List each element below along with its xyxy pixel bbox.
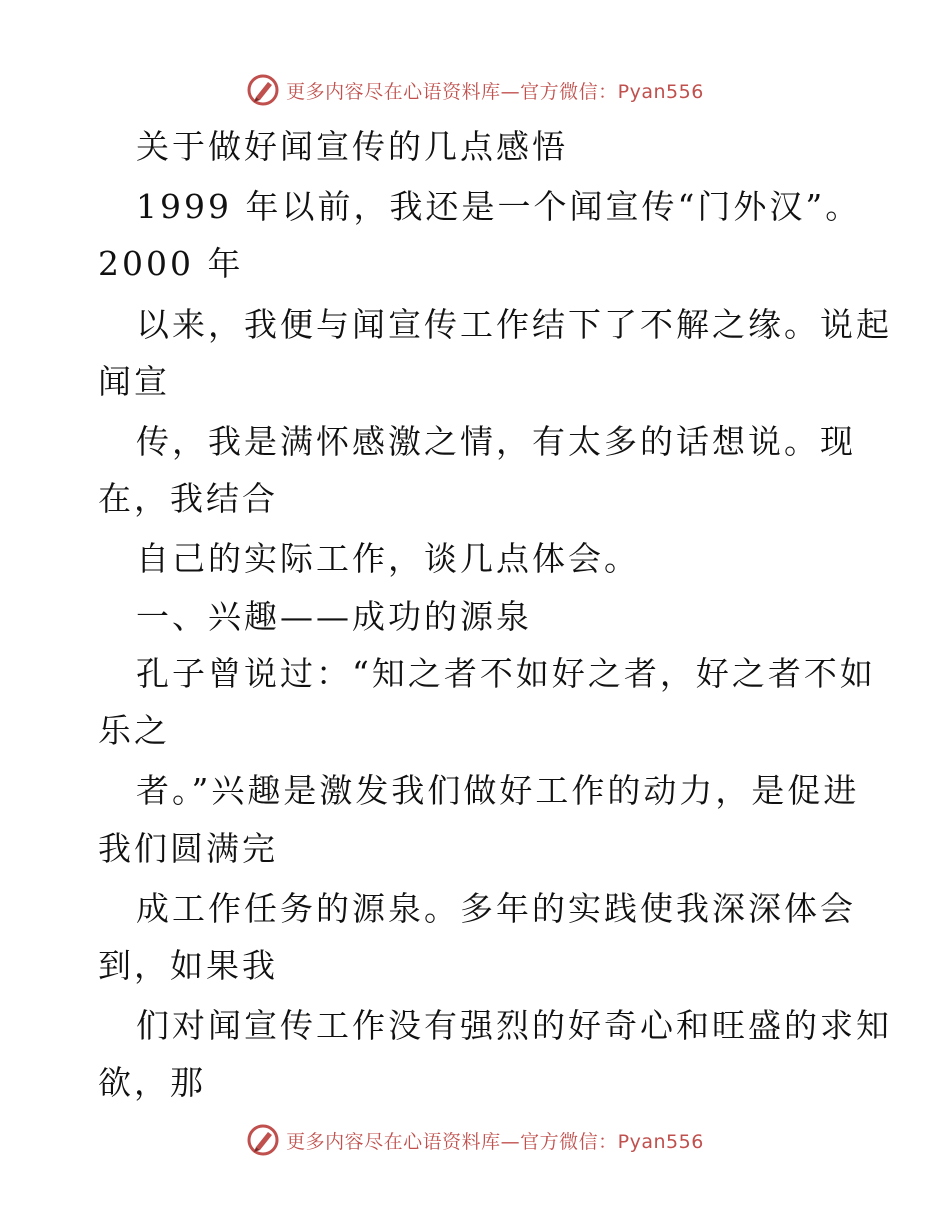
document-title: 关于做好闻宣传的几点感悟 xyxy=(136,127,568,166)
pen-logo-icon xyxy=(246,1123,280,1157)
pen-logo-icon xyxy=(246,73,280,107)
paragraph-line: 欲，那 xyxy=(98,1063,206,1102)
paragraph-line: 我们圆满完 xyxy=(98,829,278,868)
watermark-text: 更多内容尽在心语资料库—官方微信：Pyan556 xyxy=(286,80,704,103)
section-heading: 一、兴趣——成功的源泉 xyxy=(136,597,532,636)
paragraph-line: 以来，我便与闻宣传工作结下了不解之缘。说起 xyxy=(136,305,892,344)
paragraph-line: 自己的实际工作，谈几点体会。 xyxy=(136,539,640,578)
paragraph-line: 1999 年以前，我还是一个闻宣传“门外汉”。 xyxy=(136,187,862,226)
paragraph-line: 2000 年 xyxy=(98,244,244,283)
paragraph-line: 们对闻宣传工作没有强烈的好奇心和旺盛的求知 xyxy=(136,1006,892,1045)
footer-watermark xyxy=(0,1120,950,1160)
paragraph-line: 成工作任务的源泉。多年的实践使我深深体会 xyxy=(136,889,856,928)
paragraph-line: 孔子曾说过：“知之者不如好之者，好之者不如 xyxy=(136,654,876,693)
paragraph-line: 闻宣 xyxy=(98,362,170,401)
paragraph-line: 在，我结合 xyxy=(98,479,278,518)
paragraph-line: 乐之 xyxy=(98,711,170,750)
watermark-text: 更多内容尽在心语资料库—官方微信：Pyan556 xyxy=(286,1130,704,1153)
paragraph-line: 者。”兴趣是激发我们做好工作的动力，是促进 xyxy=(136,771,860,810)
paragraph-line: 到，如果我 xyxy=(98,946,278,985)
header-watermark xyxy=(0,70,950,110)
paragraph-line: 传，我是满怀感激之情，有太多的话想说。现 xyxy=(136,422,856,461)
